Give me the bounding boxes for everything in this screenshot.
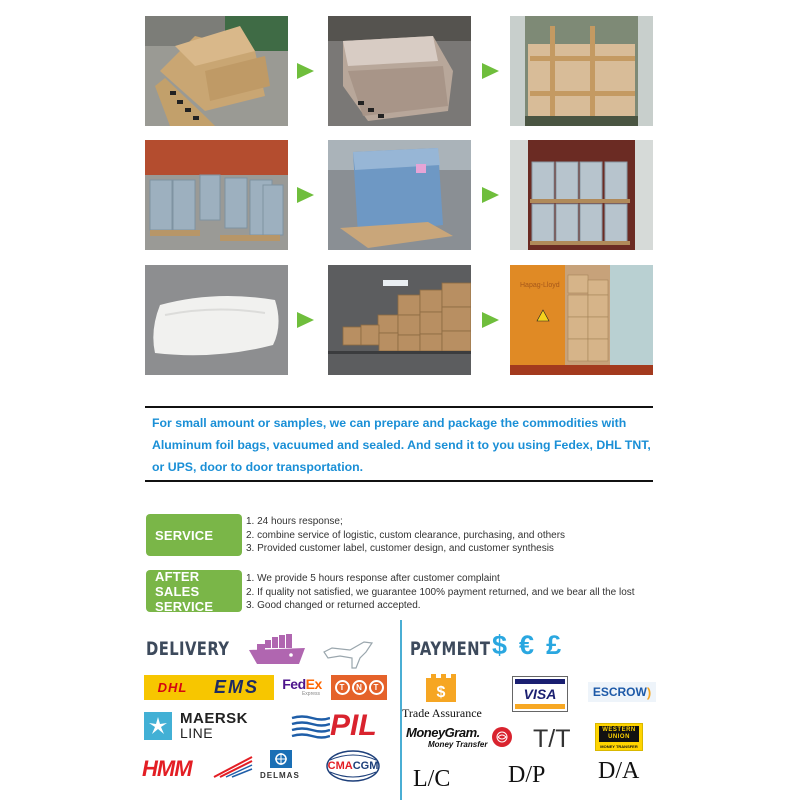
trade-assurance-icon bbox=[423, 672, 459, 706]
trade-assurance-label: Trade Assurance bbox=[402, 706, 482, 720]
escrow-logo: ESCROW ) bbox=[588, 682, 656, 702]
divider-bottom bbox=[145, 480, 653, 482]
pil-logo: PIL bbox=[330, 709, 377, 742]
svg-text:Hapag-Lloyd: Hapag-Lloyd bbox=[520, 282, 560, 289]
dp-label: D/P bbox=[508, 762, 546, 788]
service-tag bbox=[146, 514, 242, 556]
divider-top bbox=[145, 406, 653, 408]
tt-label: T/T bbox=[533, 725, 571, 753]
photo-container-braced bbox=[510, 16, 653, 126]
delmas-icon bbox=[270, 750, 292, 768]
lc-label: L/C bbox=[413, 766, 451, 792]
photo-warehouse-boxes bbox=[328, 265, 471, 375]
service-item: 2. combine service of logistic, custom clearance, purchasing, and others bbox=[246, 529, 566, 541]
photo-wrapped-pallet bbox=[328, 16, 471, 126]
ship-icon bbox=[247, 630, 307, 668]
photo-steel-drums bbox=[145, 140, 288, 250]
visa-logo: VISA bbox=[512, 676, 568, 712]
delivery-heading: DELIVERY bbox=[146, 638, 230, 660]
after-sales-list bbox=[246, 572, 635, 613]
escrow-arc-icon: ) bbox=[646, 684, 652, 700]
tnt-logo: T N T bbox=[331, 675, 387, 700]
cma-cgm-logo: CMA CGM bbox=[322, 750, 384, 782]
dollar-icon: $ bbox=[492, 630, 508, 660]
da-label: D/A bbox=[598, 758, 640, 784]
arrow-right-icon bbox=[482, 312, 499, 328]
maersk-logo: MAERSK LINE bbox=[180, 710, 249, 741]
arrow-right-icon bbox=[482, 63, 499, 79]
svg-text:$: $ bbox=[436, 684, 446, 701]
service-item: 3. Provided customer label, customer design, and customer synthesis bbox=[246, 543, 554, 554]
photo-wrapped-drums bbox=[328, 140, 471, 250]
arrow-right-icon bbox=[297, 187, 314, 203]
after-sales-item: 3. Good changed or returned accepted. bbox=[246, 600, 421, 611]
currency-icons bbox=[492, 630, 561, 661]
arrow-right-icon bbox=[297, 312, 314, 328]
hmm-logo: HMM bbox=[142, 756, 192, 781]
moneygram-logo: MoneyGram. Money Transfer bbox=[406, 725, 488, 749]
after-sales-tag bbox=[146, 570, 242, 612]
after-sales-item: 1. We provide 5 hours response after customer complaint bbox=[246, 573, 500, 584]
fedex-logo: FedEx Express bbox=[282, 676, 322, 697]
western-union-logo: WESTERN UNION MONEY TRANSFER bbox=[595, 723, 643, 751]
dhl-logo: DHL bbox=[144, 675, 201, 700]
euro-icon: € bbox=[519, 630, 535, 660]
photo-container-drums bbox=[510, 140, 653, 250]
airplane-icon bbox=[320, 632, 376, 670]
pil-waves-icon bbox=[290, 714, 330, 742]
service-item: 1. 24 hours response; bbox=[246, 516, 343, 527]
arrow-right-icon bbox=[482, 187, 499, 203]
after-sales-label-1: AFTER SALES bbox=[155, 568, 200, 599]
payment-heading: PAYMENT bbox=[410, 638, 491, 660]
service-list bbox=[246, 515, 565, 556]
photo-sealed-bag bbox=[145, 265, 288, 375]
maersk-star-icon bbox=[144, 712, 172, 740]
arrow-right-icon bbox=[297, 63, 314, 79]
service-label: SERVICE bbox=[155, 527, 214, 543]
delmas-logo: DELMAS bbox=[260, 771, 300, 780]
ems-logo: EMS bbox=[199, 675, 274, 700]
sample-packaging-info: For small amount or samples, we can prepare and package the commodities with Aluminum foil bags, vacuumed and sealed. And send it to you using Fedex, DHL TNT, or UPS, door to door transportation. bbox=[152, 416, 651, 474]
hmm-stripes-icon bbox=[212, 755, 254, 779]
photo-boxes-on-pallet bbox=[145, 16, 288, 126]
pound-icon: £ bbox=[546, 630, 562, 660]
after-sales-item: 2. If quality not satisfied, we guarantee 100% payment returned, and we bear all the lost bbox=[246, 586, 635, 598]
after-sales-label-2: SERVICE bbox=[155, 598, 214, 614]
moneygram-globe-icon bbox=[492, 727, 512, 747]
photo-loaded-container bbox=[510, 265, 653, 375]
